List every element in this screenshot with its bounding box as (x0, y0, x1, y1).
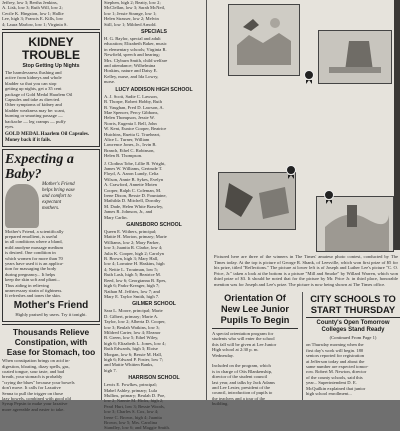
photo-content (219, 173, 295, 229)
gainsboro-list: Queen E. Withers, principal; Mattie H. Morton, primary; Marie Williams, low 2; Mary Parker, low 3; Juanita R. Clarke, low 4; Julia K. Cooper, high 2; Carolyn B. Brown, high 3; Mary Hall, low 4; Lorraine H. Haskins, high 4; Nettie L. Troutman, low 5; Ruth Lash, high 5; Beatrice M. Reed, low 6; Georgianna B. Epes, high 6; Parks-Kreager, high 7; Nathan M. Jeffries, low 7; and Mary E. Taylor Smith, high 7. (104, 229, 167, 299)
baby-ad-body: Mother's Friend, a scientifically prepared emollient, is useful in all conditions where a bland, mild anodyne massage medium is desired. One condition in which women for more than 70 years have used it is an applica- tion for massaging the body during pregnancy... It helps keep the skin soft and pliant... Thus aiding in relieving unnecessary strain of tightness. It refreshes and tones the skin. (5, 228, 64, 299)
baby-ad-tagline: Highly praised by users. Try it tonight. (15, 311, 87, 317)
constipation-ad-body: When constipation brings on acid in- digestion, bloating, dizzy spells, gas, coated tongue, sour taste, and bad breath, your stomach is probably "crying the blues" because your bowels don't move. It calls for Laxative Senna to pull the trigger on those lazy bowels, combined with good old Syrup Pepsin to make your laxative more agreeable and easier to take. (2, 358, 75, 412)
orientation-headline: Orientation Of New Lee Junior Pupils To Begin (220, 293, 290, 325)
column-left (2, 0, 100, 412)
baby-ad-brand: Mother's Friend (13, 299, 89, 311)
lucy-addison-list-2: J. Clodina Tobe, Lillie B. Wright, James W. Williams, Gertrude T. Floyd, A. Aaron Lundy, Celia Wilson, Annie B. Sykes, Evelyn A. Crawford, Annette Moten Cooper, Ralph C. Coleman, M. Irene Dixon, Bessie D. Fountaine, Mathilda D. Mitchell, Dorothy M. Dade, Helen White Brawley, James R. Johnson, Jr., and Mary Carlin. (104, 160, 167, 220)
city-schools-body: on Thursday morning when the first day's work will begin. 180 seniors reported for registration at Jefferson today and about the same number are expected tomor- row. Robert M. Newton, director of the county schools, said this year... Superintendent D. E. McQuilkin explained that junior high school enrollment... (306, 342, 369, 397)
divider (2, 29, 100, 30)
city-schools-article (306, 292, 400, 400)
teacher-list-continued: Jeffrey, low 3; Bertha Jenkins, A. Lisk, low 3; Ruth Will, low 2; Cecile K. Hingston, low 1; Hallie Lee, high 3; Francis E. Kills, low 4; Laura Marlow, low 1; Virginia S. (2, 0, 68, 27)
baby-ad-headline: Expecting a Baby? (5, 151, 74, 182)
orientation-article (212, 292, 298, 407)
teacher-list-continued: Stephen, high 2; Beatty, low 2; McClellan, low 3; Sarah McNeil, low 1; Jessie Strange, low 1; Helen Strasser, low 2; Melvin Still, low 1; Mildred Arnold. (104, 0, 166, 27)
column-rule (206, 0, 207, 400)
contest-photo-top-right (318, 30, 392, 84)
gilmer-list: Sara L. Moore, principal; Marie D. Gilbert, primary; Marie A. Taylor, low 2; Alberta D. Cooper, low 3; Beulah Watkins, low 3; Mildred Carter, low 4; Eleanor B. Green, low 5; Ethel Wiley, high 6; Elizabeth L. Jones, low 4; Ruth Edwards, high 3; Eloise Morgan, low 6; Bessie M. Hall, high 6; Edward P. Foster, low 7; and Mattie Whitten Banks, high 7. (104, 308, 166, 373)
city-schools-subhead: County's Open Tomorrow Colleges Stand Ready (316, 320, 390, 333)
kidney-ad-brand: GOLD MEDAL Haarlem Oil Capsules. Money back if it fails. (5, 131, 90, 143)
mothers-friend-ad (2, 149, 100, 323)
contest-photo-reflections (228, 4, 300, 76)
photo-content (319, 31, 391, 83)
kidney-ad-body: The harmlessness flushing and active from kidneys and whole bladder so that you can stop getting up nights, get a 35 cent package of Gold Medal Haarlem Oil Capsules and take as directed. Other symptoms of kidney and bladder weakness may be: scant, burning or smarting passage — backache — leg cramps — puffy eyes. (5, 70, 73, 130)
harrison-list: Lewis E. Fowlkes, principal; Mabel Ashley, primary; Lula Mullins, primary; Beulah D. Poe, low 2; Nannie M. Hicks, high 2; Pearl Hurt, low 3; Bessie Woods, low 3; Charles S. Cox, low 4; Irene C. Brown, high 4; Juanita Brown, low 5; Mrs. Carolina Standley, low 6; and Maggie Smith. (104, 382, 170, 431)
orientation-body: A special orientation program for students who will enter the school this fall will be given at Lee Junior High school at 2:30 p. m. Wednesday. Included on the program, which is in charge of Otis Blankenship, director of the student council last year, and talks by Jack Adams and Lee Lester, president of the council, introduction of pupils to the teachers and a tour of the building. (212, 331, 277, 407)
column-middle (104, 0, 204, 431)
lucy-addison-heading: LUCY ADDISON HIGH SCHOOL (115, 86, 193, 93)
mother-illustration (5, 184, 39, 228)
gilmer-heading: GILMER SCHOOL (132, 301, 176, 308)
lucy-addison-list: A. J. Scott, Sadie C. Lawson, B. Thorpe, Robert Hobby, Ruth B. Vaughan, Fred D. Lawson, A. Mae Spencer, Percy Gibbons, Helen Thompson, Jessie W. Norris, Eugenia I. Bell, John W. Kent, Eunice Cooper, Beatrice Hutchins, Ruetta G. Trueheart, Alice L. Turner, William Lawrence Jones, Jr., Irvin B. Branch, Ethel C. Robinson, Helen B. Thompson. (104, 93, 167, 159)
photo-caption: Pictured here are three of the winners in The Times' amateur photo contest, conducted by The Times today. At the top is picture of George R. Shank, of Leesville, which won first prize of $5 for his prize, titled "Reflections." The picture at lower left is of Joseph and Luther Lee's picture "C. O. Price, Jr." taken a look at the bottom is a picture "Mill and Smoke" by Willard Warren, which won third prize of $3. It should be noted that for the picture by Mr. Price Jr. in third place, honorable mention was for Joseph and Lee's prize. The picture is now being shown at The Times office. (214, 254, 400, 287)
column-rule (302, 292, 303, 400)
city-schools-continued: (Continued From Page 1) (329, 335, 377, 340)
gainsboro-heading: GAINSBORO SCHOOL (126, 222, 182, 229)
kidney-ad-headline: KIDNEY TROUBLE (22, 35, 80, 63)
divider (2, 324, 100, 325)
contest-photo-price (218, 172, 296, 230)
baby-ad-subhead: Mother's Friend helps bring ease and comfort to expectant mothers. (42, 181, 75, 211)
divider (306, 317, 400, 318)
city-schools-headline: CITY SCHOOLS TO START THURSDAY (310, 293, 396, 315)
photo-content (229, 5, 299, 75)
specials-list: H. G. Baylor, special and adult education; Elizabeth Baker, music in elementary schools; Virginia R. Newfield, speech and hearing; Mrs. Clyburn Smith, child welfare and attendance; Wilhelmina Hoskins, nature and Daisy E. Kelley, nurse, and Ida Lowry, nurse. (104, 36, 168, 85)
specials-heading: SPECIALS (141, 29, 167, 36)
harrison-heading: HARRISON SCHOOL (128, 375, 180, 382)
first-prize-ribbon (304, 70, 314, 84)
contest-photo-mill-smoke (316, 196, 394, 252)
constipation-ad-headline: Thousands Relieve Constipation, with Ease for Stomach, too (6, 327, 96, 358)
dark-margin (394, 0, 400, 250)
photo-content (317, 197, 393, 251)
column-right (208, 0, 400, 407)
divider (212, 328, 298, 329)
second-prize-ribbon (286, 165, 296, 179)
third-prize-ribbon (324, 190, 334, 204)
column-rule (101, 0, 102, 400)
kidney-ad (2, 32, 100, 146)
kidney-ad-subhead: Stop Getting Up Nights (22, 63, 80, 70)
